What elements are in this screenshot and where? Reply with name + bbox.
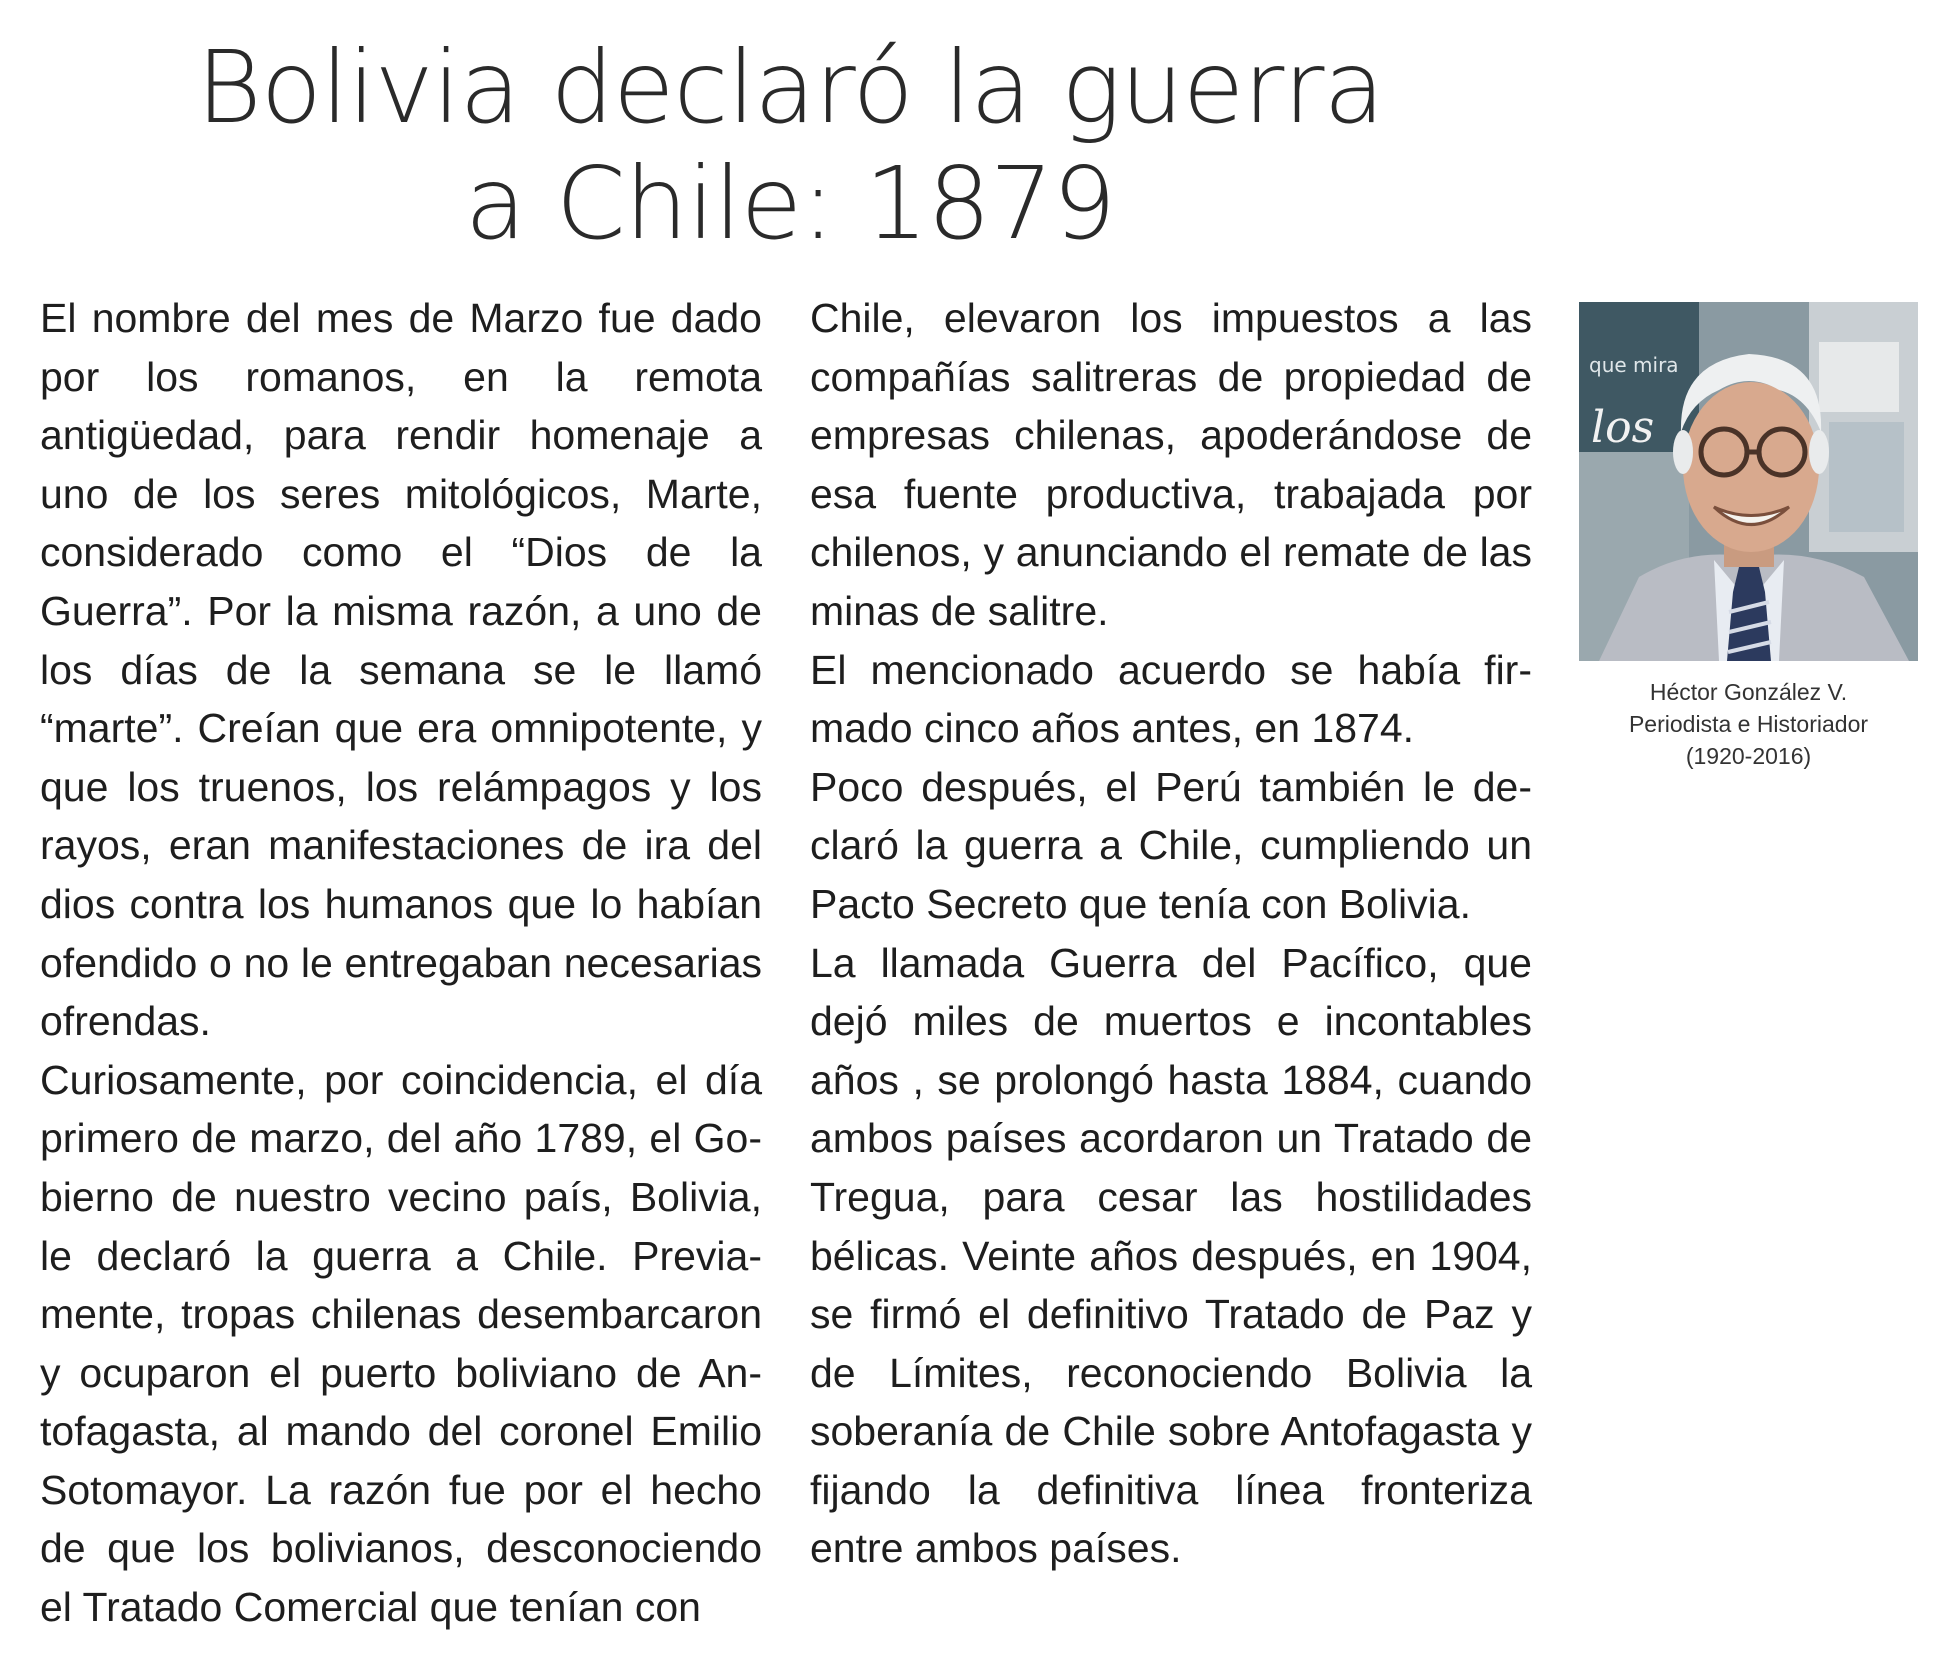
article-column-right (810, 289, 1532, 1578)
photo-text-que-mira: que mira (1589, 353, 1679, 377)
paragraph: El nombre del mes de Marzo fue dado por los romanos, en la remota antigüedad, para rendir homenaje a uno de los seres mitológicos, Marte, considerado como el “Dios de la Guerra”. Por la misma razón, a uno de los días de la semana se le llamó “marte”. Creían que era omnipotente, y que los truenos, los relámpagos y los rayos, eran manifestaciones de ira del dios contra los humanos que lo habían ofendido o no le entregaban necesarias ofrendas. (40, 295, 762, 1045)
title-line-1: Bolivia declaró la guerra (196, 29, 1384, 146)
photo-text-los: los (1591, 402, 1655, 453)
paragraph: Curiosamente, por coincidencia, el día primero de marzo, del año 1789, el Go-bierno de nuestro vecino país, Bolivia, le declaró la guerra a Chile. Previa-mente, tropas chilenas desembarcaron y ocuparon el puerto boliviano de An-tofagasta, al mando del coronel Emilio Sotomayor. La razón fue por el hecho de que los bolivianos, desconociendo el Tratado Comercial que tenían con (40, 1056, 762, 1631)
paragraph: Chile, elevaron los impuestos a las compañías salitreras de propiedad de empresas chilenas, apoderándose de esa fuente productiva, trabajada por chilenos, y anunciando el remate de las minas de salitre. (810, 295, 1532, 634)
article-title (0, 30, 1580, 262)
photo-caption (1560, 676, 1937, 772)
author-role: Periodista e Historiador (1628, 711, 1869, 737)
author-name: Héctor González V. (1649, 679, 1848, 705)
paragraph: Poco después, el Perú también le de-claró la guerra a Chile, cumpliendo un Pacto Secreto que tenía con Bolivia. (810, 763, 1532, 927)
paragraph: El mencionado acuerdo se había fir-mado cinco años antes, en 1874. (810, 646, 1532, 752)
title-line-2: a Chile: 1879 (464, 145, 1116, 262)
author-photo (1579, 302, 1918, 661)
author-years: (1920-2016) (1685, 743, 1812, 769)
article-column-left (40, 289, 762, 1637)
paragraph: La llamada Guerra del Pacífico, que dejó miles de muertos e incontables años , se prolongó hasta 1884, cuando ambos países acordaron un Tratado de Tregua, para cesar las hostilidades bélicas. Veinte años después, en 1904, se firmó el definitivo Tratado de Paz y de Límites, reconociendo Bolivia la soberanía de Chile sobre Antofagasta y fijando la definitiva línea fronteriza entre ambos países. (810, 939, 1532, 1572)
